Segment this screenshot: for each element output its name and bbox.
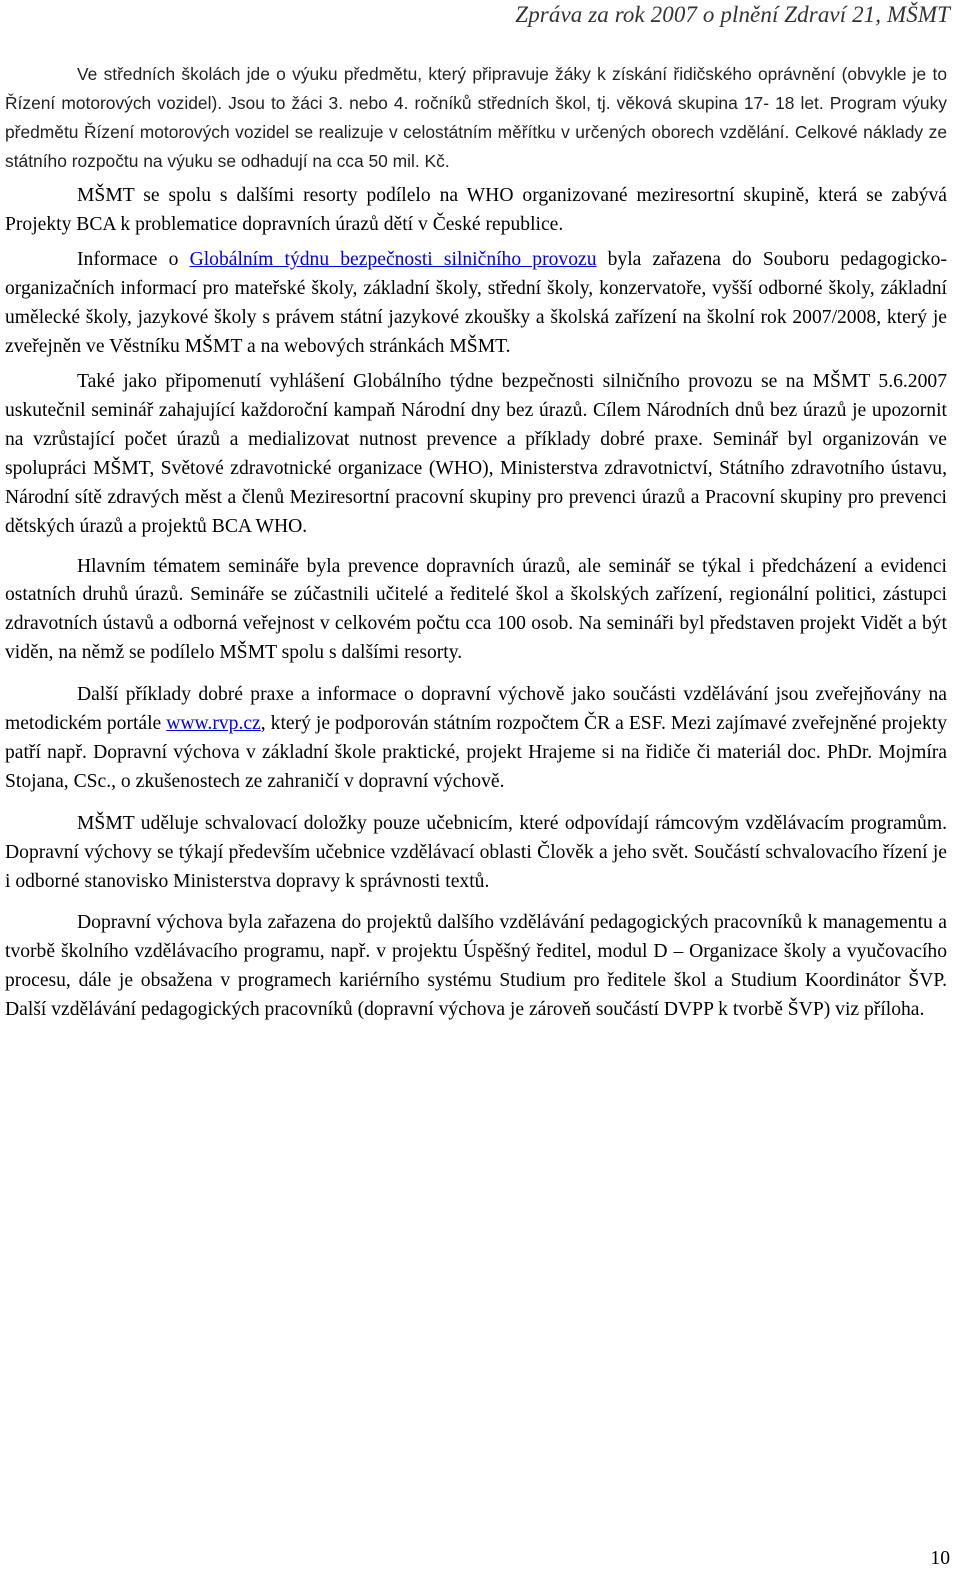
- paragraph-global-week-tail: byla zařazena do Souboru pedagogicko-organizačních informací pro mateřské školy, základní školy, střední školy, konzervatoře, vyšší odborné školy, základní umělecké školy, jazykové školy s právem státní jazykové zkoušky a školská zařízení na školní rok 2007/2008, který je zveřejněn ve Věstníku MŠMT a na webových stránkách MŠMT.: [5, 249, 948, 358]
- running-header: Zpráva za rok 2007 o plnění Zdraví 21, MŠMT: [515, 2, 950, 27]
- paragraph-textbooks: MŠMT uděluje schvalovací doložky pouze učebnicím, které odpovídají rámcovým vzdělávacím programům. Dopravní výchovy se týkají především učebnice vzdělávací oblasti Člověk a jeho svět. Součástí schvalovacího řízení je i odborné stanovisko Ministerstva dopravy k správnosti textů.: [5, 812, 947, 892]
- paragraph-global-week: [5, 246, 947, 362]
- paragraph-who-bca: MŠMT se spolu s dalšími resorty podílelo na WHO organizované meziresortní skupině, která se zabývá Projekty BCA k problematice dopravních úrazů dětí v České republice.: [5, 184, 947, 235]
- page-number: 10: [930, 1548, 950, 1569]
- global-week-link[interactable]: Globálním týdnu bezpečnosti silničního provozu: [189, 249, 597, 271]
- paragraph-good-practice-lead: Další příklady dobré praxe a informace o dopravní výchově jako součásti vzdělávání jsou zveřejňovány na metodickém portále: [5, 684, 947, 735]
- paragraph-driving-education: Ve středních školách jde o výuku předmětu, který připravuje žáky k získání řidičského oprávnění (obvykle je to Řízení motorových vozidel). Jsou to žáci 3. nebo 4. ročníků středních škol, tj. věková skupina 17- 18 let. Program výuky předmětu Řízení motorových vozidel se realizuje v celostátním měřítku v určených oborech vzdělání. Celkové náklady ze státního rozpočtu na výuku se odhadují na cca 50 mil. Kč.: [5, 64, 947, 171]
- rvp-link[interactable]: www.rvp.cz: [166, 713, 261, 735]
- paragraph-seminar-topic: Hlavním tématem semináře byla prevence dopravních úrazů, ale seminář se týkal i předcházení a evidenci ostatních druhů úrazů. Semináře se zúčastnili učitelé a ředitelé škol a školských zařízení, regionální politici, zástupci zdravotních ústavů a odborná veřejnost v celkovém počtu cca 100 osob. Na semináři byl představen projekt Vidět a být viděn, na němž se podílelo MŠMT spolu s dalšími resorty.: [5, 555, 947, 664]
- paragraph-seminar: Také jako připomenutí vyhlášení Globálního týdne bezpečnosti silničního provozu se na MŠMT 5.6.2007 uskutečnil seminář zahajující každoroční kampaň Národní dny bez úrazů. Cílem Národních dnů bez úrazů je upozornit na vzrůstající počet úrazů a medializovat nutnost prevence a příklady dobré praxe. Seminář byl organizován ve spolupráci MŠMT, Světové zdravotnické organizace (WHO), Ministerstva zdravotnictví, Státního zdravotního ústavu, Národní sítě zdravých měst a členů Meziresortní pracovní skupiny pro prevenci úrazů a Pracovní skupiny pro prevenci dětských úrazů a projektů BCA WHO.: [5, 371, 947, 537]
- document-body: [5, 60, 947, 1025]
- paragraph-teacher-training: Dopravní výchova byla zařazena do projektů dalšího vzdělávání pedagogických pracovníků k managementu a tvorbě školního vzdělávacího programu, např. v projektu Úspěšný ředitel, modul D – Organizace školy a vyučovacího procesu, dále je obsažena v programech kariérního systému Studium pro ředitele škol a Studium Koordinátor ŠVP. Další vzdělávání pedagogických pracovníků (dopravní výchova je zároveň součástí DVPP k tvorbě ŠVP) viz příloha.: [5, 912, 947, 1021]
- paragraph-good-practice: [5, 681, 947, 797]
- paragraph-good-practice-tail: , který je podporován státním rozpočtem ČR a ESF. Mezi zajímavé zveřejněné projekty patří např. Dopravní výchova v základní škole praktické, projekt Hrajeme si na řidiče či materiál doc. PhDr. Mojmíra Stojana, CSc., o zkušenostech ze zahraničí v dopravní výchově.: [5, 713, 948, 792]
- paragraph-global-week-lead: Informace o: [77, 249, 190, 271]
